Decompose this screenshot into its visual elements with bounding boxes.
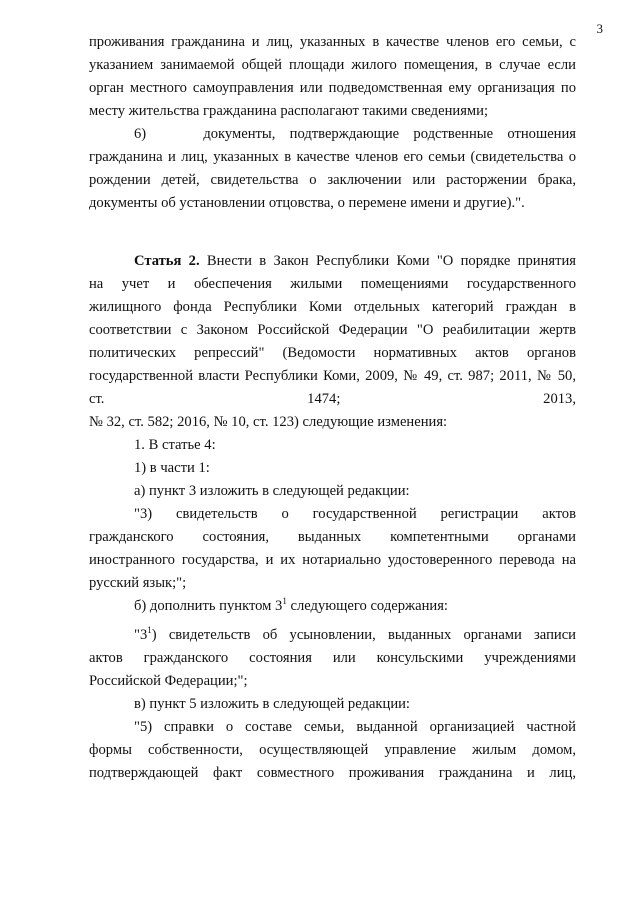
text-line: месту жительства гражданина располагают такими сведениями; xyxy=(89,103,489,119)
text-line: формы собственности, осуществляющей управление жилым домом, xyxy=(89,742,576,758)
text-line: 1. В статье 4: xyxy=(134,437,216,453)
text-line: на учет и обеспечения жилыми помещениями государственного xyxy=(89,276,576,292)
text-line: 6) документы, подтверждающие родственные отношения xyxy=(134,126,576,142)
page-number: 3 xyxy=(596,21,603,36)
article-title: Статья 2. xyxy=(134,253,200,269)
text-line: гражданина и лиц, указанных в качестве членов его семьи (свидетельства о xyxy=(89,149,576,165)
superscript: 1 xyxy=(147,625,152,635)
text-fragment: ) свидетельств об усыновлении, выданных органами записи xyxy=(151,627,576,643)
text-line: русский язык;"; xyxy=(89,575,187,591)
text-line: государственной власти Республики Коми, 2009, № 49, ст. 987; 2011, № 50, xyxy=(89,368,576,384)
superscript: 1 xyxy=(282,596,287,606)
text-line: документы об установлении отцовства, о перемене имени и другие).". xyxy=(89,195,525,211)
text-line: в) пункт 5 изложить в следующей редакции: xyxy=(134,696,410,712)
text-fragment: Внести в Закон Республики Коми "О порядке принятия xyxy=(199,253,576,269)
text-line: № 32, ст. 582; 2016, № 10, ст. 123) следующие изменения: xyxy=(89,414,448,430)
text-line: актов гражданского состояния или консульскими учреждениями xyxy=(89,650,576,666)
text-line: 1) в части 1: xyxy=(134,460,210,476)
text-fragment: б) дополнить пунктом 3 xyxy=(134,598,283,614)
text-line: иностранного государства, и их нотариально удостоверенного перевода на xyxy=(89,552,576,568)
text-line: а) пункт 3 изложить в следующей редакции: xyxy=(134,483,410,499)
text-line xyxy=(134,624,576,647)
article-heading-line xyxy=(134,250,576,273)
text-line: рождении детей, свидетельства о заключении или расторжении брака, xyxy=(89,172,576,188)
text-line: гражданского состояния, выданных компетентными органами xyxy=(89,529,576,545)
text-line: "3) свидетельств о государственной регистрации актов xyxy=(134,506,576,522)
text-line: ст. 1474; 2013, xyxy=(89,391,576,407)
text-line: Российской Федерации;"; xyxy=(89,673,248,689)
text-fragment: "3 xyxy=(134,627,148,643)
text-line: орган местного самоуправления или подведомственная ему организация по xyxy=(89,80,576,96)
text-line: проживания гражданина и лиц, указанных в качестве членов его семьи, с xyxy=(89,34,576,50)
text-line: подтверждающей факт совместного проживания гражданина и лиц, xyxy=(89,765,576,781)
text-line xyxy=(134,595,576,618)
text-fragment: следующего содержания: xyxy=(286,598,448,614)
text-line: жилищного фонда Республики Коми отдельных категорий граждан в xyxy=(89,299,576,315)
text-line: "5) справки о составе семьи, выданной организацией частной xyxy=(134,719,576,735)
text-line: политических репрессий" (Ведомости нормативных актов органов xyxy=(89,345,576,361)
text-line: соответствии с Законом Российской Федерации "О реабилитации жертв xyxy=(89,322,576,338)
text-line: указанием занимаемой общей площади жилого помещения, в случае если xyxy=(89,57,576,73)
